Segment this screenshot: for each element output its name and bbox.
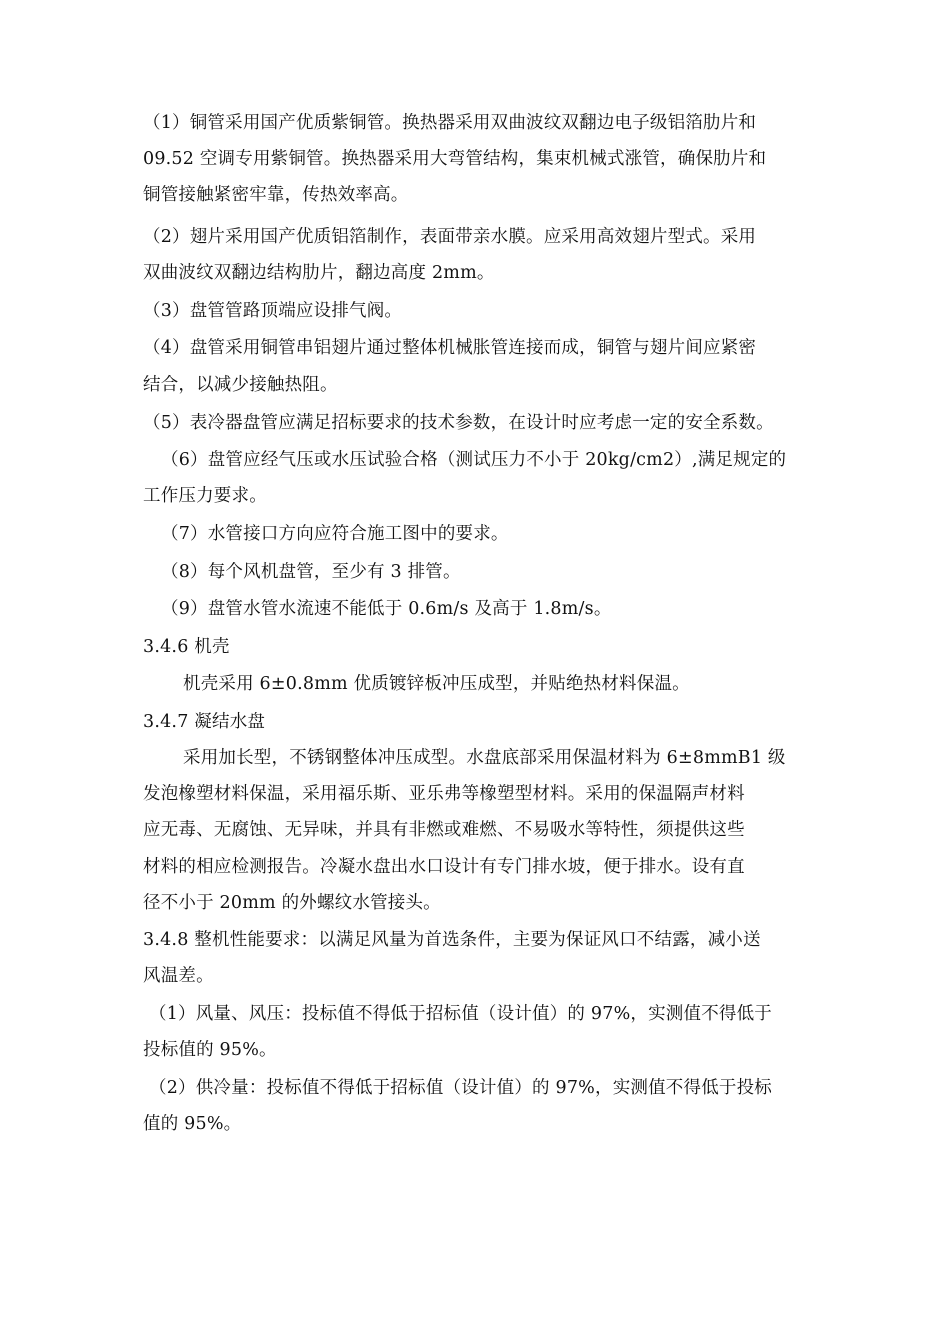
- section-348-line-2: 风温差。: [143, 966, 214, 986]
- item-1-line-2: 09.52 空调专用紫铜管。换热器采用大弯管结构，集束机械式涨管，确保肋片和: [143, 149, 767, 169]
- perf-item-1-line-1: （1）风量、风压：投标值不得低于招标值（设计值）的 97%，实测值不得低于: [149, 1004, 772, 1024]
- item-6-line-1: （6）盘管应经气压或水压试验合格（测试压力不小于 20kg/cm2）,满足规定的: [161, 450, 787, 470]
- item-3-line-1: （3）盘管管路顶端应设排气阀。: [143, 301, 403, 321]
- section-347-line-5: 径不小于 20mm 的外螺纹水管接头。: [143, 893, 441, 913]
- item-8-line-1: （8）每个风机盘管，至少有 3 排管。: [161, 562, 461, 582]
- item-7-line-1: （7）水管接口方向应符合施工图中的要求。: [161, 524, 509, 544]
- perf-item-2-line-1: （2）供冷量：投标值不得低于招标值（设计值）的 97%，实测值不得低于投标: [149, 1078, 772, 1098]
- section-346-heading: 3.4.6 机壳: [143, 637, 230, 657]
- section-347-line-4: 材料的相应检测报告。冷凝水盘出水口设计有专门排水坡，便于排水。设有直: [143, 857, 745, 877]
- item-2-line-2: 双曲波纹双翻边结构肋片，翻边高度 2mm。: [143, 263, 495, 283]
- item-4-line-1: （4）盘管采用铜管串铝翅片通过整体机械胀管连接而成，铜管与翅片间应紧密: [143, 338, 757, 358]
- item-5-line-1: （5）表冷器盘管应满足招标要求的技术参数，在设计时应考虑一定的安全系数。: [143, 413, 774, 433]
- section-347-heading: 3.4.7 凝结水盘: [143, 712, 266, 732]
- item-4-line-2: 结合，以减少接触热阻。: [143, 375, 338, 395]
- item-2-line-1: （2）翅片采用国产优质铝箔制作，表面带亲水膜。应采用高效翅片型式。采用: [143, 227, 757, 247]
- section-347-line-3: 应无毒、无腐蚀、无异味，并具有非燃或难燃、不易吸水等特性，须提供这些: [143, 820, 745, 840]
- perf-item-1-line-2: 投标值的 95%。: [143, 1040, 277, 1060]
- perf-item-2-line-2: 值的 95%。: [143, 1114, 242, 1134]
- section-348-line-1: 3.4.8 整机性能要求：以满足风量为首选条件，主要为保证风口不结露，减小送: [143, 930, 761, 950]
- section-346-text: 机壳采用 6±0.8mm 优质镀锌板冲压成型，并贴绝热材料保温。: [183, 674, 690, 694]
- item-6-line-2: 工作压力要求。: [143, 486, 267, 506]
- item-1-line-1: （1）铜管采用国产优质紫铜管。换热器采用双曲波纹双翻边电子级铝箔肋片和: [143, 113, 757, 133]
- section-347-line-2: 发泡橡塑材料保温，采用福乐斯、亚乐弗等橡塑型材料。采用的保温隔声材料: [143, 784, 745, 804]
- item-9-line-1: （9）盘管水管水流速不能低于 0.6m/s 及高于 1.8m/s。: [161, 599, 612, 619]
- section-347-line-1: 采用加长型，不锈钢整体冲压成型。水盘底部采用保温材料为 6±8mmB1 级: [183, 748, 786, 768]
- item-1-line-3: 铜管接触紧密牢靠，传热效率高。: [143, 185, 409, 205]
